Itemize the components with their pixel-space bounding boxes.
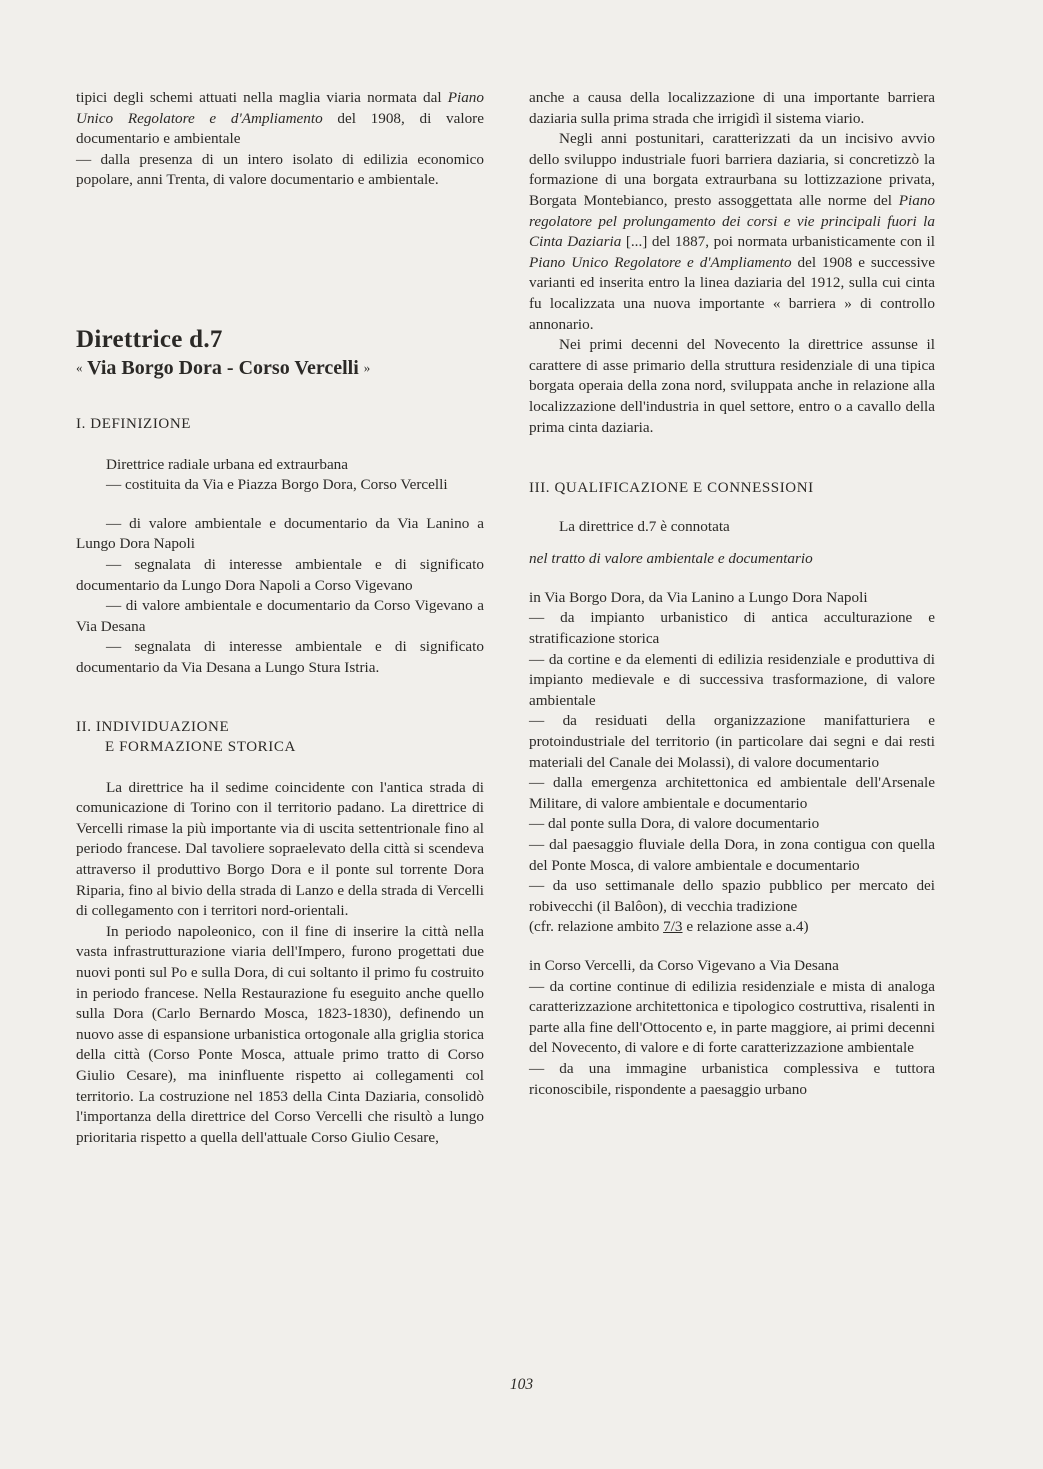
qualification-segment: in Corso Vercelli, da Corso Vigevano a Via Desana xyxy=(529,956,839,974)
cross-reference: (cfr. relazione ambito 7/3 e relazione asse a.4) xyxy=(529,918,809,936)
qualification-segment: in Via Borgo Dora, da Via Lanino a Lungo Dora Napoli xyxy=(529,588,868,606)
novecento-paragraph: Nei primi decenni del Novecento la direttrice assunse il carattere di asse primario della struttura residenziale di una tipica borgata operaia della zona nord, sviluppata anche in relazione alla localizzazione dell'industria in quel settore, entro o a cavallo della prima cinta daziaria. xyxy=(529,336,935,436)
section-heading-individuazione: II. INDIVIDUAZIONE E FORMAZIONE STORICA xyxy=(76,718,296,756)
qualification-item: — da uso settimanale dello spazio pubblico per mercato dei robivecchi (il Balôon), di vecchia tradizione xyxy=(529,877,935,915)
qualification-item: — dal ponte sulla Dora, di valore documentario xyxy=(529,815,820,833)
intro-paragraph: tipici degli schemi attuati nella maglia viaria normata dal Piano Unico Regolatore e d'Ampliamento del 1908, di valore documentario e ambientale xyxy=(76,89,484,148)
definition-dash-item: — di valore ambientale e documentario da Corso Vigevano a Via Desana xyxy=(76,597,484,635)
section-heading-qualificazione: III. QUALIFICAZIONE E CONNESSIONI xyxy=(529,480,814,497)
postunitary-paragraph: Negli anni postunitari, caratterizzati da un incisivo avvio dello sviluppo industriale fuori barriera daziaria, si concretizzò la formazione di una borgata extraurbana su lottizzazione privata, Borgata Montebianco, presto assoggettata alle norme del Piano regolatore pel prolungamento dei corsi e vie principali fuori la Cinta Daziaria [...] del 1887, poi normata urbanisticamente con il Piano Unico Regolatore e d'Ampliamento del 1908 e successive varianti ed inserita entro la linea daziaria del 1912, sulla cui cinta fu localizzata una nuova importante « barriera » di controllo annonario. xyxy=(529,130,935,333)
left-column xyxy=(76,88,484,1148)
plan-title-italic: Piano Unico Regolatore e d'Ampliamento xyxy=(76,89,484,127)
qualification-item: — dalla emergenza architettonica ed ambientale dell'Arsenale Militare, di valore ambientale e documentario xyxy=(529,774,935,812)
page-title: Direttrice d.7 xyxy=(76,325,223,353)
continuation-paragraph: anche a causa della localizzazione di una importante barriera daziaria sulla prima strada che irrigidì il sistema viario. xyxy=(529,89,935,127)
definition-dash-item: — segnalata di interesse ambientale e di significato documentario da Via Desana a Lungo Stura Istria. xyxy=(76,638,484,676)
definition-paragraph: Direttrice radiale urbana ed extraurbana xyxy=(106,455,349,473)
section-heading-definizione: I. DEFINIZIONE xyxy=(76,415,192,432)
ambito-reference-link[interactable]: 7/3 xyxy=(663,918,683,936)
plan-title-italic: Piano Unico Regolatore e d'Ampliamento xyxy=(529,253,792,271)
right-column xyxy=(529,88,935,1100)
qualification-item: — da una immagine urbanistica complessiva e tuttora riconoscibile, rispondente a paesaggio urbano xyxy=(529,1059,935,1098)
qualification-item: — dal paesaggio fluviale della Dora, in zona contigua con quella del Ponte Mosca, di valore ambientale e documentario xyxy=(529,836,935,874)
qualification-item: — da cortine continue di edilizia residenziale e mista di analoga caratterizzazione architettonica e tipologico costruttiva, risalenti in parte alla fine dell'Ottocento e, in parte maggiore, ai primi decenni del Novecento, di valore e di forte caratterizzazione ambientale xyxy=(529,977,935,1057)
history-paragraph: In periodo napoleonico, con il fine di inserire la città nella vasta infrastrutturazione viaria dell'Impero, furono progettati due nuovi ponti sul Po e sulla Dora, di cui soltanto il primo fu costruito in periodo francese. Nella Restaurazione fu eseguito anche quello sulla Dora (Carlo Bernardo Mosca, 1823-1830), definendo un nuovo asse di espansione urbanistica ortogonale alla griglia storica della città (Corso Ponte Mosca, attuale primo tratto di Corso Giulio Cesare), ma ininfluente rispetto ai collegamenti col territorio. La costruzione nel 1853 della Cinta Daziaria, consolidò l'importanza della direttrice del Corso Vercelli che risultò a lungo prioritaria rispetto a quella dell'attuale Corso Giulio Cesare, xyxy=(76,922,484,1146)
definition-dash-item: — segnalata di interesse ambientale e di significato documentario da Lungo Dora Napoli a Corso Vigevano xyxy=(76,555,484,594)
qualification-intro: La direttrice d.7 è connotata xyxy=(559,517,730,535)
qualification-italic-line: nel tratto di valore ambientale e documentario xyxy=(529,550,813,568)
definition-dash-item: — costituita da Via e Piazza Borgo Dora, Corso Vercelli xyxy=(106,476,448,494)
page-number: 103 xyxy=(509,1376,534,1393)
definition-dash-item: — di valore ambientale e documentario da Via Lanino a Lungo Dora Napoli xyxy=(76,514,484,553)
intro-dash-item: — dalla presenza di un intero isolato di edilizia economico popolare, anni Trenta, di valore documentario e ambientale. xyxy=(76,150,484,189)
qualification-item: — da cortine e da elementi di edilizia residenziale e produttiva di impianto medievale e di successiva trasformazione, di valore ambientale xyxy=(529,650,935,709)
history-paragraph: La direttrice ha il sedime coincidente con l'antica strada di comunicazione di Torino con il territorio padano. La direttrice di Vercelli rimase la più importante via di uscita settentrionale fino al periodo francese. Dal tavoliere sopraelevato della città si scendeva attraverso il produttivo Borgo Dora e il ponte sul torrente Dora Riparia, fino al bivio della strada di Lanzo e della strada di Vercelli di collegamento con i territori nord-orientali. xyxy=(76,778,484,920)
qualification-item: — da residuati della organizzazione manifatturiera e protoindustriale del territorio (in particolare dai segni e dai resti materiali del Canale dei Molassi), di valore documentario xyxy=(529,712,935,771)
page-subtitle: « Via Borgo Dora - Corso Vercelli » xyxy=(76,356,371,379)
qualification-item: — da impianto urbanistico di antica acculturazione e stratificazione storica xyxy=(529,609,935,648)
plan-title-italic: Piano regolatore pel prolungamento dei corsi e vie principali fuori la Cinta Daziaria xyxy=(529,191,935,251)
